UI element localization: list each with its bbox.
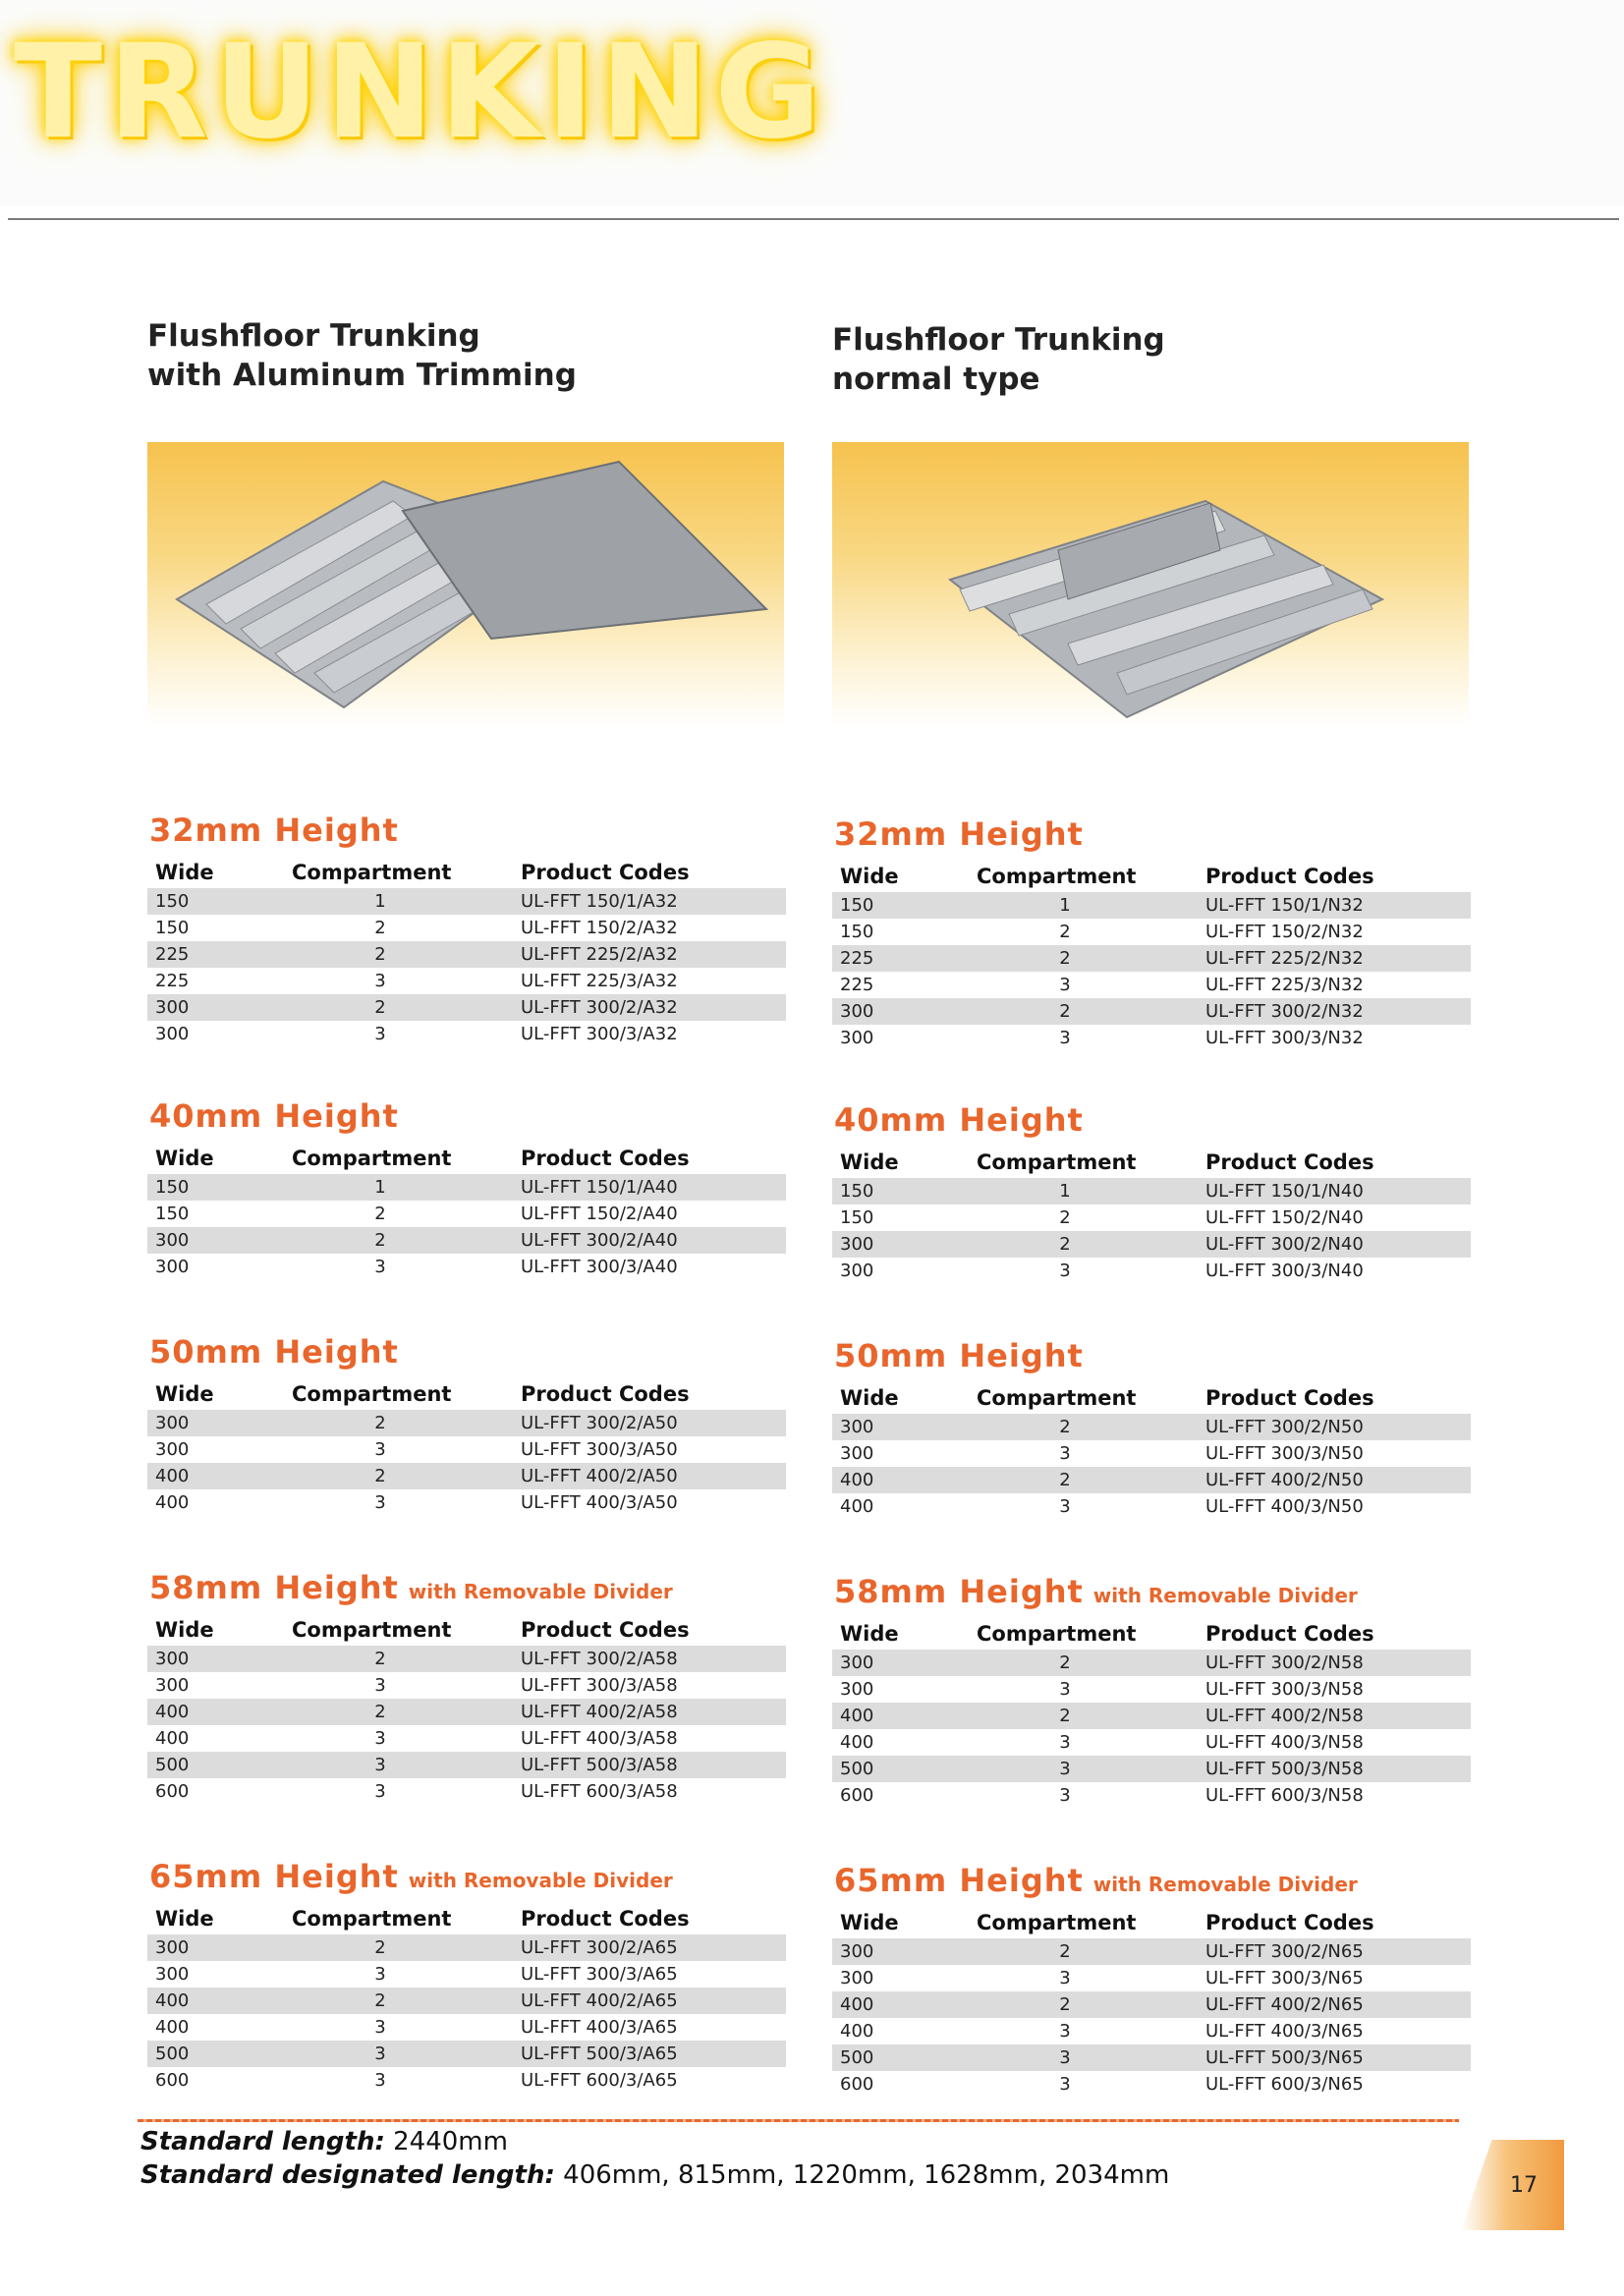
- header-wide: Wide: [155, 1147, 214, 1170]
- section-height-label: 65mm Height: [149, 1858, 399, 1895]
- table-row: [147, 1201, 786, 1227]
- section-height-label: 65mm Height: [834, 1862, 1084, 1899]
- cell-product-code: UL-FFT 600/3/A58: [521, 1781, 678, 1802]
- table-row: [832, 1467, 1471, 1493]
- section-title: [834, 1573, 1358, 1610]
- table-body: [832, 1938, 1471, 2098]
- cell-wide: 150: [155, 1204, 190, 1224]
- table-row: [147, 1934, 786, 1961]
- cell-wide: 400: [840, 1470, 874, 1490]
- cell-product-code: UL-FFT 400/3/N58: [1205, 1732, 1364, 1753]
- cell-compartment: 2: [374, 918, 386, 938]
- cell-compartment: 2: [1059, 1207, 1071, 1228]
- header-compartment: Compartment: [977, 1150, 1137, 1174]
- table-body: [832, 1650, 1471, 1809]
- cell-wide: 150: [840, 1181, 874, 1202]
- cell-compartment: 3: [374, 1781, 386, 1802]
- cell-wide: 400: [155, 1728, 190, 1749]
- cell-wide: 300: [155, 1675, 190, 1696]
- table-row: [147, 1021, 786, 1047]
- cell-product-code: UL-FFT 300/2/A58: [521, 1649, 678, 1669]
- section-subtitle: with Removable Divider: [408, 1869, 673, 1892]
- cell-wide: 300: [840, 1941, 874, 1962]
- table-row: [147, 1778, 786, 1805]
- cell-product-code: UL-FFT 300/2/A40: [521, 1230, 678, 1251]
- cell-product-code: UL-FFT 400/2/N50: [1205, 1470, 1364, 1490]
- section-title: [834, 1862, 1358, 1899]
- cell-wide: 300: [155, 1439, 190, 1460]
- cell-wide: 400: [155, 1492, 190, 1513]
- cell-product-code: UL-FFT 500/3/N58: [1205, 1759, 1364, 1779]
- section-height-label: 50mm Height: [149, 1333, 399, 1371]
- left-column-heading: Flushfloor Trunking with Aluminum Trimming: [147, 318, 577, 393]
- table-header: [832, 865, 1481, 892]
- table-row: [832, 1729, 1471, 1756]
- table-row: [147, 994, 786, 1021]
- cell-wide: 300: [840, 1234, 874, 1255]
- cell-compartment: 1: [1059, 1181, 1071, 1202]
- cell-compartment: 3: [1059, 2047, 1071, 2068]
- table-row: [147, 2067, 786, 2094]
- section-title: [149, 1333, 409, 1371]
- standard-length-label: Standard length:: [140, 2127, 385, 2156]
- cell-wide: 150: [155, 891, 190, 912]
- table-row: [832, 919, 1471, 945]
- cell-product-code: UL-FFT 150/1/N40: [1205, 1181, 1364, 1202]
- cell-compartment: 2: [374, 1649, 386, 1669]
- cell-wide: 300: [840, 1001, 874, 1022]
- section-height-label: 58mm Height: [834, 1573, 1084, 1610]
- cell-product-code: UL-FFT 300/2/N65: [1205, 1941, 1364, 1962]
- table-row: [147, 1174, 786, 1201]
- cell-product-code: UL-FFT 400/3/A50: [521, 1492, 678, 1513]
- table-header: [147, 1907, 796, 1934]
- designated-length-value: 406mm, 815mm, 1220mm, 1628mm, 2034mm: [563, 2160, 1170, 2190]
- cell-wide: 600: [840, 2074, 874, 2095]
- cell-compartment: 2: [374, 1204, 386, 1224]
- cell-wide: 300: [155, 1964, 190, 1985]
- section-subtitle: with Removable Divider: [408, 1580, 673, 1603]
- cell-product-code: UL-FFT 600/3/A65: [521, 2070, 678, 2091]
- cell-compartment: 2: [1059, 1994, 1071, 2015]
- table-row: [832, 1025, 1471, 1051]
- table-body: [147, 1646, 786, 1805]
- table-row: [832, 1258, 1471, 1284]
- table-body: [147, 888, 786, 1047]
- page-title: TRUNKING: [14, 17, 827, 168]
- cell-wide: 500: [155, 2044, 190, 2064]
- header-wide: Wide: [155, 861, 214, 884]
- header-product-codes: Product Codes: [1205, 865, 1374, 888]
- cell-wide: 150: [155, 1177, 190, 1198]
- cell-compartment: 3: [1059, 975, 1071, 995]
- cell-wide: 400: [155, 1466, 190, 1486]
- cell-wide: 400: [840, 1994, 874, 2015]
- cell-compartment: 2: [1059, 1941, 1071, 1962]
- cell-compartment: 3: [374, 1492, 386, 1513]
- table-row: [832, 1493, 1471, 1520]
- table-body: [147, 1410, 786, 1516]
- cell-compartment: 3: [374, 1755, 386, 1775]
- cell-wide: 225: [840, 948, 874, 969]
- header-wide: Wide: [155, 1907, 214, 1931]
- designated-length-label: Standard designated length:: [140, 2160, 555, 2190]
- table-row: [832, 1440, 1471, 1467]
- table-row: [832, 1756, 1471, 1782]
- cell-compartment: 2: [1059, 1706, 1071, 1726]
- cell-product-code: UL-FFT 600/3/N65: [1205, 2074, 1364, 2095]
- cell-wide: 600: [155, 2070, 190, 2091]
- cell-product-code: UL-FFT 150/2/A40: [521, 1204, 678, 1224]
- header-compartment: Compartment: [292, 1147, 452, 1170]
- cell-wide: 150: [840, 922, 874, 942]
- cell-product-code: UL-FFT 225/2/A32: [521, 944, 678, 965]
- header-product-codes: Product Codes: [521, 1618, 690, 1642]
- cell-wide: 500: [155, 1755, 190, 1775]
- trunking-illustration: [832, 442, 1469, 727]
- header-wide: Wide: [840, 1386, 899, 1410]
- cell-compartment: 2: [1059, 1652, 1071, 1673]
- cell-wide: 150: [840, 895, 874, 916]
- cell-product-code: UL-FFT 225/2/N32: [1205, 948, 1364, 969]
- cell-compartment: 1: [374, 1177, 386, 1198]
- cell-wide: 300: [155, 1413, 190, 1433]
- table-row: [147, 968, 786, 994]
- header-wide: Wide: [840, 1622, 899, 1646]
- header-wide: Wide: [155, 1618, 214, 1642]
- table-row: [832, 892, 1471, 919]
- cell-wide: 400: [155, 2017, 190, 2038]
- cell-compartment: 2: [374, 997, 386, 1018]
- header-compartment: Compartment: [977, 1622, 1137, 1646]
- cell-compartment: 3: [374, 2044, 386, 2064]
- table-body: [832, 892, 1471, 1051]
- cell-product-code: UL-FFT 300/3/A50: [521, 1439, 678, 1460]
- header-product-codes: Product Codes: [1205, 1622, 1374, 1646]
- cell-compartment: 3: [374, 2070, 386, 2091]
- header-product-codes: Product Codes: [1205, 1911, 1374, 1934]
- header-wide: Wide: [840, 1911, 899, 1934]
- table-row: [147, 1254, 786, 1280]
- cell-product-code: UL-FFT 400/3/A58: [521, 1728, 678, 1749]
- cell-compartment: 2: [1059, 948, 1071, 969]
- header-product-codes: Product Codes: [521, 1907, 690, 1931]
- cell-wide: 300: [155, 1024, 190, 1044]
- section-height-label: 32mm Height: [149, 812, 399, 849]
- header-compartment: Compartment: [292, 861, 452, 884]
- cell-compartment: 2: [1059, 1470, 1071, 1490]
- cell-compartment: 2: [1059, 1234, 1071, 1255]
- footer-divider: [138, 2119, 1459, 2122]
- table-row: [832, 972, 1471, 998]
- cell-product-code: UL-FFT 150/2/N32: [1205, 922, 1364, 942]
- cell-wide: 300: [840, 1028, 874, 1048]
- cell-product-code: UL-FFT 225/3/N32: [1205, 975, 1364, 995]
- right-column-heading: Flushfloor Trunking normal type: [832, 322, 1165, 397]
- cell-product-code: UL-FFT 300/3/N40: [1205, 1260, 1364, 1281]
- cell-wide: 150: [840, 1207, 874, 1228]
- cell-product-code: UL-FFT 400/3/A65: [521, 2017, 678, 2038]
- cell-wide: 300: [840, 1443, 874, 1464]
- page-number: 17: [1510, 2173, 1538, 2198]
- section-title: [149, 812, 409, 849]
- cell-product-code: UL-FFT 500/3/N65: [1205, 2047, 1364, 2068]
- cell-compartment: 3: [1059, 2021, 1071, 2042]
- cell-compartment: 3: [1059, 1679, 1071, 1700]
- header-product-codes: Product Codes: [521, 1382, 690, 1406]
- cell-wide: 400: [155, 1702, 190, 1722]
- section-height-label: 40mm Height: [834, 1101, 1084, 1139]
- section-title: [834, 1101, 1093, 1139]
- section-title: [149, 1858, 673, 1895]
- cell-compartment: 3: [1059, 1732, 1071, 1753]
- cell-wide: 300: [155, 1257, 190, 1277]
- cell-product-code: UL-FFT 300/2/A50: [521, 1413, 678, 1433]
- cell-compartment: 3: [374, 1024, 386, 1044]
- cell-product-code: UL-FFT 300/3/N65: [1205, 1968, 1364, 1988]
- table-header: [147, 861, 796, 888]
- cell-wide: 300: [155, 1230, 190, 1251]
- header-compartment: Compartment: [977, 1386, 1137, 1410]
- table-row: [147, 915, 786, 941]
- cell-product-code: UL-FFT 600/3/N58: [1205, 1785, 1364, 1806]
- cell-compartment: 3: [374, 2017, 386, 2038]
- standard-length: [140, 2127, 508, 2156]
- table-body: [147, 1934, 786, 2094]
- cell-compartment: 2: [374, 1466, 386, 1486]
- section-subtitle: with Removable Divider: [1092, 1584, 1358, 1607]
- header-divider: [8, 218, 1619, 220]
- table-row: [832, 945, 1471, 972]
- section-title: [149, 1097, 409, 1135]
- table-row: [832, 1965, 1471, 1991]
- cell-wide: 300: [840, 1260, 874, 1281]
- cell-compartment: 2: [1059, 1417, 1071, 1437]
- cell-compartment: 3: [374, 1675, 386, 1696]
- section-height-label: 58mm Height: [149, 1569, 399, 1606]
- cell-product-code: UL-FFT 300/3/A32: [521, 1024, 678, 1044]
- cell-compartment: 3: [374, 1257, 386, 1277]
- cell-product-code: UL-FFT 300/3/N32: [1205, 1028, 1364, 1048]
- table-row: [832, 2018, 1471, 2044]
- cell-product-code: UL-FFT 300/3/A58: [521, 1675, 678, 1696]
- header-compartment: Compartment: [292, 1907, 452, 1931]
- cell-compartment: 1: [1059, 895, 1071, 916]
- table-row: [832, 1991, 1471, 2018]
- header-wide: Wide: [155, 1382, 214, 1406]
- table-row: [832, 1650, 1471, 1676]
- cell-product-code: UL-FFT 300/3/A65: [521, 1964, 678, 1985]
- table-body: [832, 1178, 1471, 1284]
- section-height-label: 40mm Height: [149, 1097, 399, 1135]
- header-compartment: Compartment: [292, 1382, 452, 1406]
- table-header: [832, 1911, 1481, 1938]
- cell-product-code: UL-FFT 400/3/N65: [1205, 2021, 1364, 2042]
- cell-wide: 400: [155, 1990, 190, 2011]
- cell-product-code: UL-FFT 150/1/A40: [521, 1177, 678, 1198]
- cell-wide: 600: [840, 1785, 874, 1806]
- section-height-label: 50mm Height: [834, 1337, 1084, 1374]
- table-row: [147, 2014, 786, 2041]
- aluminum-trimmed-trunking-photo: [147, 442, 784, 727]
- cell-product-code: UL-FFT 400/2/A65: [521, 1990, 678, 2011]
- table-header: [832, 1150, 1481, 1178]
- table-row: [832, 1782, 1471, 1809]
- table-header: [147, 1382, 796, 1410]
- table-header: [147, 1618, 796, 1646]
- title-banner: [0, 0, 1624, 206]
- cell-product-code: UL-FFT 150/2/A32: [521, 918, 678, 938]
- cell-wide: 300: [155, 1937, 190, 1958]
- header-product-codes: Product Codes: [521, 1147, 690, 1170]
- cell-wide: 400: [840, 1732, 874, 1753]
- cell-wide: 500: [840, 1759, 874, 1779]
- cell-product-code: UL-FFT 150/1/N32: [1205, 895, 1364, 916]
- header-compartment: Compartment: [292, 1618, 452, 1642]
- cell-compartment: 2: [374, 1990, 386, 2011]
- section-title: [834, 815, 1093, 853]
- trunking-illustration: [147, 442, 784, 727]
- cell-wide: 300: [840, 1679, 874, 1700]
- cell-wide: 300: [840, 1652, 874, 1673]
- table-row: [832, 2071, 1471, 2098]
- cell-compartment: 2: [374, 1702, 386, 1722]
- cell-wide: 300: [155, 1649, 190, 1669]
- cell-wide: 400: [840, 2021, 874, 2042]
- table-row: [832, 1178, 1471, 1204]
- cell-product-code: UL-FFT 300/2/A65: [521, 1937, 678, 1958]
- cell-wide: 400: [840, 1706, 874, 1726]
- table-row: [147, 888, 786, 915]
- table-row: [147, 1752, 786, 1778]
- cell-product-code: UL-FFT 150/1/A32: [521, 891, 678, 912]
- normal-trunking-photo: [832, 442, 1469, 727]
- cell-compartment: 2: [1059, 1001, 1071, 1022]
- table-row: [147, 1436, 786, 1463]
- standard-length-value: 2440mm: [393, 2127, 508, 2156]
- cell-product-code: UL-FFT 400/3/N50: [1205, 1496, 1364, 1517]
- header-compartment: Compartment: [977, 1911, 1137, 1934]
- table-row: [147, 1227, 786, 1254]
- table-row: [147, 1410, 786, 1436]
- cell-product-code: UL-FFT 500/3/A58: [521, 1755, 678, 1775]
- table-row: [147, 1646, 786, 1672]
- table-row: [147, 941, 786, 968]
- cell-compartment: 2: [374, 1413, 386, 1433]
- cell-compartment: 3: [1059, 1443, 1071, 1464]
- cell-product-code: UL-FFT 300/2/A32: [521, 997, 678, 1018]
- table-row: [832, 998, 1471, 1025]
- cell-wide: 400: [840, 1496, 874, 1517]
- cell-product-code: UL-FFT 300/3/N58: [1205, 1679, 1364, 1700]
- cell-compartment: 3: [374, 1439, 386, 1460]
- table-row: [832, 1204, 1471, 1231]
- header-wide: Wide: [840, 1150, 899, 1174]
- cell-product-code: UL-FFT 300/3/N50: [1205, 1443, 1364, 1464]
- table-row: [147, 1725, 786, 1752]
- table-body: [147, 1174, 786, 1280]
- table-header: [832, 1386, 1481, 1414]
- cell-wide: 150: [155, 918, 190, 938]
- table-row: [147, 1463, 786, 1489]
- header-wide: Wide: [840, 865, 899, 888]
- table-row: [832, 1938, 1471, 1965]
- cell-wide: 600: [155, 1781, 190, 1802]
- cell-compartment: 1: [374, 891, 386, 912]
- section-title: [149, 1569, 673, 1606]
- cell-wide: 300: [840, 1968, 874, 1988]
- table-row: [147, 1961, 786, 1988]
- cell-product-code: UL-FFT 400/2/N58: [1205, 1706, 1364, 1726]
- table-header: [147, 1147, 796, 1174]
- cell-wide: 300: [840, 1417, 874, 1437]
- cell-product-code: UL-FFT 300/2/N50: [1205, 1417, 1364, 1437]
- cell-product-code: UL-FFT 500/3/A65: [521, 2044, 678, 2064]
- table-row: [832, 1676, 1471, 1703]
- cell-compartment: 3: [1059, 2074, 1071, 2095]
- table-body: [832, 1414, 1471, 1520]
- cell-compartment: 2: [374, 1937, 386, 1958]
- header-product-codes: Product Codes: [521, 861, 690, 884]
- cell-wide: 225: [840, 975, 874, 995]
- cell-compartment: 3: [374, 1964, 386, 1985]
- cell-product-code: UL-FFT 400/2/N65: [1205, 1994, 1364, 2015]
- cell-compartment: 3: [1059, 1968, 1071, 1988]
- cell-compartment: 2: [1059, 922, 1071, 942]
- header-product-codes: Product Codes: [1205, 1386, 1374, 1410]
- cell-product-code: UL-FFT 225/3/A32: [521, 971, 678, 991]
- cell-compartment: 3: [1059, 1028, 1071, 1048]
- cell-compartment: 3: [374, 971, 386, 991]
- cell-product-code: UL-FFT 300/2/N58: [1205, 1652, 1364, 1673]
- table-row: [832, 1703, 1471, 1729]
- cell-wide: 225: [155, 971, 190, 991]
- cell-compartment: 2: [374, 1230, 386, 1251]
- cell-compartment: 3: [1059, 1496, 1071, 1517]
- table-row: [147, 1699, 786, 1725]
- cell-compartment: 3: [1059, 1785, 1071, 1806]
- header-product-codes: Product Codes: [1205, 1150, 1374, 1174]
- table-row: [147, 1988, 786, 2014]
- cell-compartment: 3: [1059, 1260, 1071, 1281]
- cell-product-code: UL-FFT 300/2/N32: [1205, 1001, 1364, 1022]
- table-row: [147, 1489, 786, 1516]
- section-subtitle: with Removable Divider: [1092, 1873, 1358, 1896]
- cell-product-code: UL-FFT 300/2/N40: [1205, 1234, 1364, 1255]
- table-header: [832, 1622, 1481, 1650]
- cell-wide: 300: [155, 997, 190, 1018]
- cell-product-code: UL-FFT 400/2/A50: [521, 1466, 678, 1486]
- section-height-label: 32mm Height: [834, 815, 1084, 853]
- cell-wide: 500: [840, 2047, 874, 2068]
- table-row: [832, 2044, 1471, 2071]
- cell-compartment: 2: [374, 944, 386, 965]
- cell-compartment: 3: [1059, 1759, 1071, 1779]
- table-row: [832, 1231, 1471, 1258]
- cell-product-code: UL-FFT 400/2/A58: [521, 1702, 678, 1722]
- header-compartment: Compartment: [977, 865, 1137, 888]
- table-row: [832, 1414, 1471, 1440]
- cell-wide: 225: [155, 944, 190, 965]
- table-row: [147, 2041, 786, 2067]
- cell-product-code: UL-FFT 150/2/N40: [1205, 1207, 1364, 1228]
- section-title: [834, 1337, 1093, 1374]
- standard-designated-length: [140, 2160, 1169, 2190]
- cell-compartment: 3: [374, 1728, 386, 1749]
- cell-product-code: UL-FFT 300/3/A40: [521, 1257, 678, 1277]
- table-row: [147, 1672, 786, 1699]
